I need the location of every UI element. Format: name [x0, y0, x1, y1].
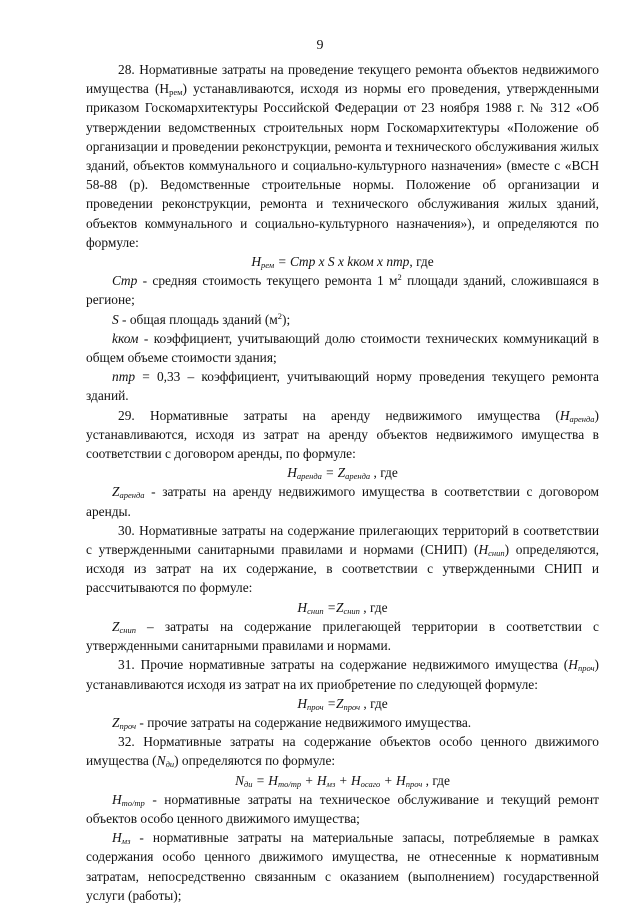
document-body	[86, 60, 599, 905]
formula-snip: $Н_{снип} =Z_{снип}$ , где	[297, 599, 388, 616]
formula-repair: $Н_{рем}$ = Cmp x S x kком x nmp, где	[251, 254, 434, 271]
definition-h-mo-mp: $H_{mo/mp}$ - нормативные затраты на техническое обслуживание и текущий ремонт объектов особо ценного движимого имущества;	[86, 791, 599, 826]
paragraph-28: 28. Нормативные затраты на проведение текущего ремонта объектов недвижимого имущества $(Н_{рем})$ устанавливаются, исходя из нормы его проведения, утвержденными приказом Госкомархитектуры Российской Федерации от 23 ноября 1988 г. № 312 «Об утверждении ведомственных строительных норм Госкомархитектуры «Положение об организации и проведении реконструкции, ремонта и технического обслуживания жилых зданий, объектов коммунального и социально-культурного назначения» (вместе с «ВСН 58-88 (р). Ведомственные строительные нормы. Положение об организации и проведении реконструкции, ремонта и технического обслуживания жилых зданий, объектов коммунального и социально-культурного назначения»), и определяются по формуле:	[86, 62, 599, 250]
paragraph-30: 30. Нормативные затраты на содержание прилегающих территорий в соответствии с утвержденными санитарными правилами и нормами (СНИП) $(Н_{снип})$ определяются, исходя из затрат на их содержание, в соответствии с утвержденными СНИП и рассчитываются по формуле:	[86, 522, 599, 596]
definition-z-other: $Z_{проч}$ - прочие затраты на содержание недвижимого имущества.	[112, 714, 472, 731]
formula-rent: $Н_{аренда} = Z_{аренда}$ , где	[287, 465, 398, 482]
definition-h-mz: $H_{мз}$ - нормативные затраты на материальные запасы, потребляемые в рамках содержания особо ценного движимого имущества, не отнесенные к нормативным затратам, непосредственно связанным с оказанием (выполнением) государственной услуги (работы);	[86, 830, 599, 903]
paragraph-31: 31. Прочие нормативные затраты на содержание недвижимого имущества $(Н_{проч})$ устанавливаются исходя из затрат на их приобретение по следующей формуле:	[86, 657, 599, 692]
definition-cmp: Cmp - средняя стоимость текущего ремонта 1 $м^2$ площади зданий, сложившаяся в регионе;	[86, 272, 600, 308]
definition-s: S - общая площадь зданий $(м^2)$;	[112, 310, 291, 327]
formula-other: $Н_{проч} =Z_{проч}$ , где	[297, 695, 388, 712]
formula-movable: $N_{ди} = H_{mo/mp} + H_{мз} + H_{осаго} + H_{проч}$ , где	[235, 772, 450, 789]
paragraph-32: 32. Нормативные затраты на содержание объектов особо ценного движимого имущества $(N_{ди})$ определяются по формуле:	[86, 734, 599, 770]
definition-nmp: nmp = 0,33 – коэффициент, учитывающий норму проведения текущего ремонта зданий.	[86, 369, 599, 404]
definition-z-rent: $Z_{аренда}$ - затраты на аренду недвижимого имущества в соответствии с договором аренды.	[86, 484, 599, 519]
definition-z-snip: $Z_{снип}$ – затраты на содержание прилегающей территории в соответствии с утвержденными санитарными правилами и нормами.	[86, 618, 599, 654]
page-number: 9	[316, 38, 324, 53]
paragraph-29: 29. Нормативные затраты на аренду недвижимого имущества $(Н_{аренда})$ устанавливаются, исходя из затрат на аренду объектов недвижимого имущества в соответствии с договором аренды, по формуле:	[86, 407, 599, 462]
definition-kkom: kком - коэффициент, учитывающий долю стоимости технических коммуникаций в общем объеме стоимости здания;	[86, 330, 599, 366]
